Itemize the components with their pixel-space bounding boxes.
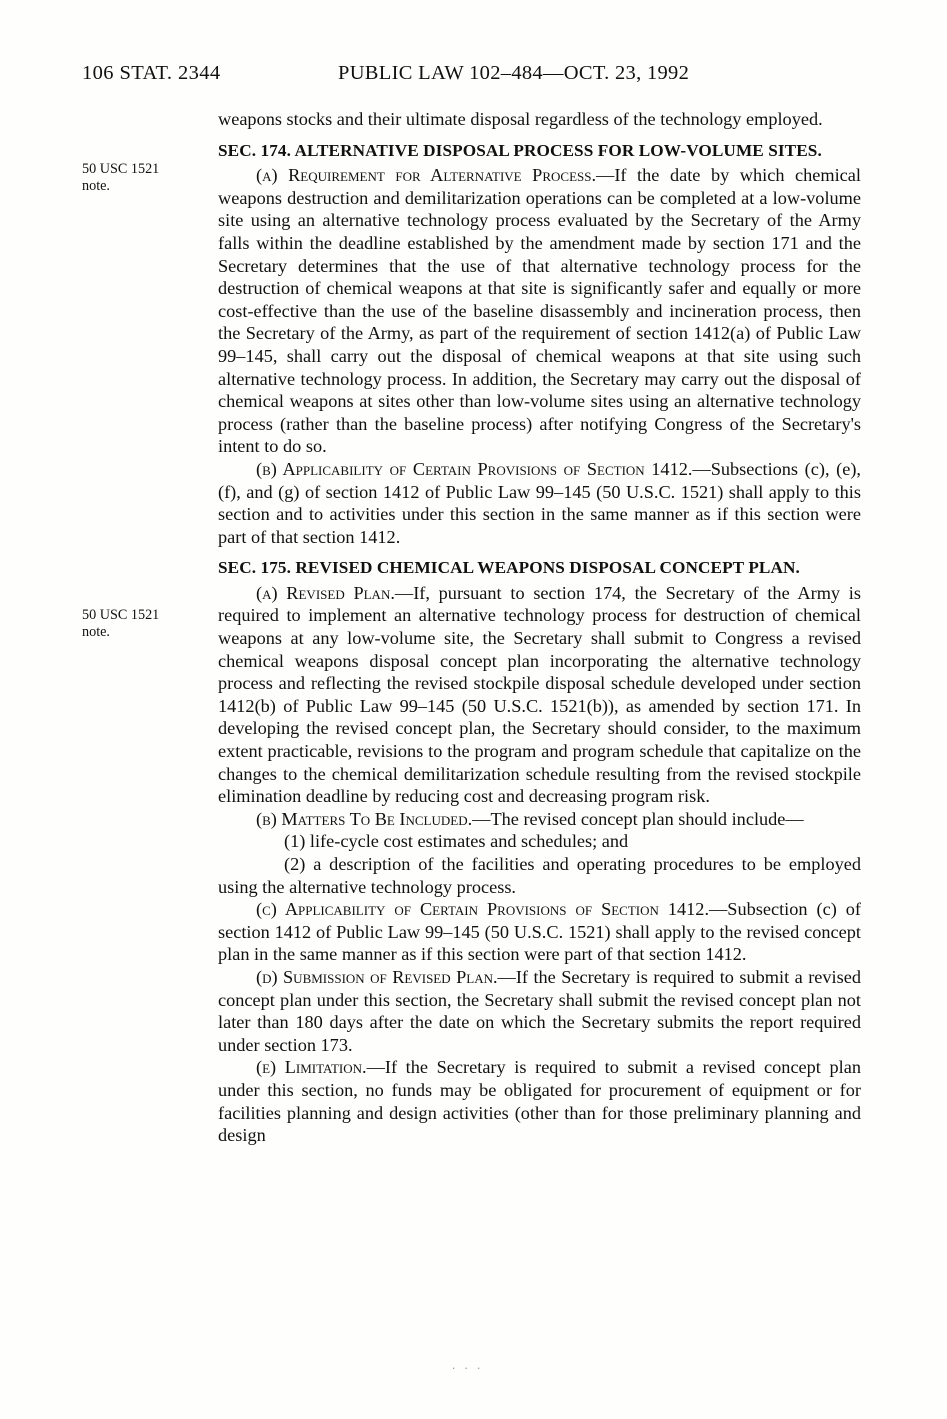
paragraph-174-a-text: If the date by which chemical weapons destruction and demilitarization operations can be completed at a low-volume site using an alternative technology process evaluated by the Secretary of the Army falls within the deadline established by the amendment made by section 171 and the Secretary determines that the use of that alternative technology process for the destruction of chemical weapons at that site is significantly safer and equally or more cost-effective than the use of the baseline disassembly and incineration process, then the Secretary of the Army, as part of the requirement of section 1412(a) of Public Law 99–145, shall carry out the disposal of chemical weapons at that site using such alternative technology process. In addition, the Secretary may carry out the disposal of chemical weapons at sites other than low-volume sites using an alternative technology process (rather than the baseline process) after notifying Congress of the Secretary's intent to do so. xyxy=(218,165,861,457)
continued-paragraph: weapons stocks and their ultimate disposal regardless of the technology employed. xyxy=(218,109,823,129)
paragraph-175-b xyxy=(218,808,861,831)
paragraph-175-c-label: (c) Applicability of Certain Provisions of Section 1412.— xyxy=(256,899,728,920)
margin-note-1-line1: 50 USC 1521 xyxy=(82,161,160,177)
margin-note-2-line1: 50 USC 1521 xyxy=(82,607,160,623)
paragraph-175-d-text: If the Secretary is required to submit a revised concept plan under this section, the Secretary shall submit the revised concept plan not later than 180 days after the date on which the Secretary submits the report required under section 173. xyxy=(218,966,861,1055)
section-174-heading: SEC. 174. ALTERNATIVE DISPOSAL PROCESS FOR LOW-VOLUME SITES. xyxy=(218,140,822,160)
paragraph-175-b-label: (b) Matters To Be Included.— xyxy=(256,808,491,829)
paragraph-175-d xyxy=(218,966,861,1056)
header-public-law: PUBLIC LAW 102–484—OCT. 23, 1992 xyxy=(338,62,690,84)
paragraph-175-a xyxy=(218,582,861,808)
margin-note-1 xyxy=(82,161,212,195)
paragraph-174-a-label: (a) Requirement for Alternative Process.— xyxy=(256,165,615,186)
paragraph-175-a-label: (a) Revised Plan.— xyxy=(256,582,414,603)
header-statute-citation: 106 STAT. 2344 xyxy=(82,62,221,84)
body-text-column xyxy=(218,108,861,1147)
paragraph-175-c xyxy=(218,898,861,966)
page-header xyxy=(0,62,947,88)
paragraph-175-e-label: (e) Limitation.— xyxy=(256,1057,385,1078)
paragraph-175-b-text: The revised concept plan should include— xyxy=(490,808,804,829)
paragraph-174-b-label: (b) Applicability of Certain Provisions of Section 1412.— xyxy=(256,458,711,479)
paragraph-175-c-text: Subsection (c) of section 1412 of Public Law 99–145 (50 U.S.C. 1521) shall apply to the revised concept plan in the same manner as if this section were part of that section 1412. xyxy=(218,899,862,965)
scan-artifact: . . . xyxy=(452,1357,484,1372)
margin-note-2 xyxy=(82,607,212,641)
paragraph-175-e-text: If the Secretary is required to submit a revised concept plan under this section, no funds may be obligated for procurement of equipment or for facilities planning and design activities (other than for those preliminary planning and design xyxy=(218,1057,861,1146)
paragraph-175-a-text: If, pursuant to section 174, the Secretary of the Army is required to implement an alternative technology process for destruction of chemical weapons at any low-volume site, the Secretary shall submit to Congress a revised chemical weapons disposal concept plan incorporating the alternative technology process and reflecting the revised stockpile disposal schedule developed under section 1412(b) of Public Law 99–145 (50 U.S.C. 1521(b)), as amended by section 171. In developing the revised concept plan, the Secretary should consider, to the maximum extent practicable, revisions to the program and program schedule that capitalize on the changes to the chemical demilitarization schedule resulting from the revised stockpile elimination deadline by reducing cost and decreasing program risk. xyxy=(218,582,861,807)
list-item-1: (1) life-cycle cost estimates and schedules; and xyxy=(284,831,629,852)
paragraph-174-a xyxy=(218,164,861,458)
paragraph-174-b xyxy=(218,458,861,548)
margin-note-1-line2: note. xyxy=(82,178,110,194)
list-item-2: (2) a description of the facilities and operating procedures to be employed using the alternative technology process. xyxy=(218,854,861,897)
margin-note-2-line2: note. xyxy=(82,624,110,640)
paragraph-175-e xyxy=(218,1056,861,1146)
paragraph-174-b-text: Subsections (c), (e), (f), and (g) of section 1412 of Public Law 99–145 (50 U.S.C. 1521) shall apply to this section and to activities under this section in the same manner as if this section were part of that section 1412. xyxy=(218,458,861,547)
section-175-heading: SEC. 175. REVISED CHEMICAL WEAPONS DISPOSAL CONCEPT PLAN. xyxy=(218,558,800,578)
paragraph-175-d-label: (d) Submission of Revised Plan.— xyxy=(256,966,516,987)
